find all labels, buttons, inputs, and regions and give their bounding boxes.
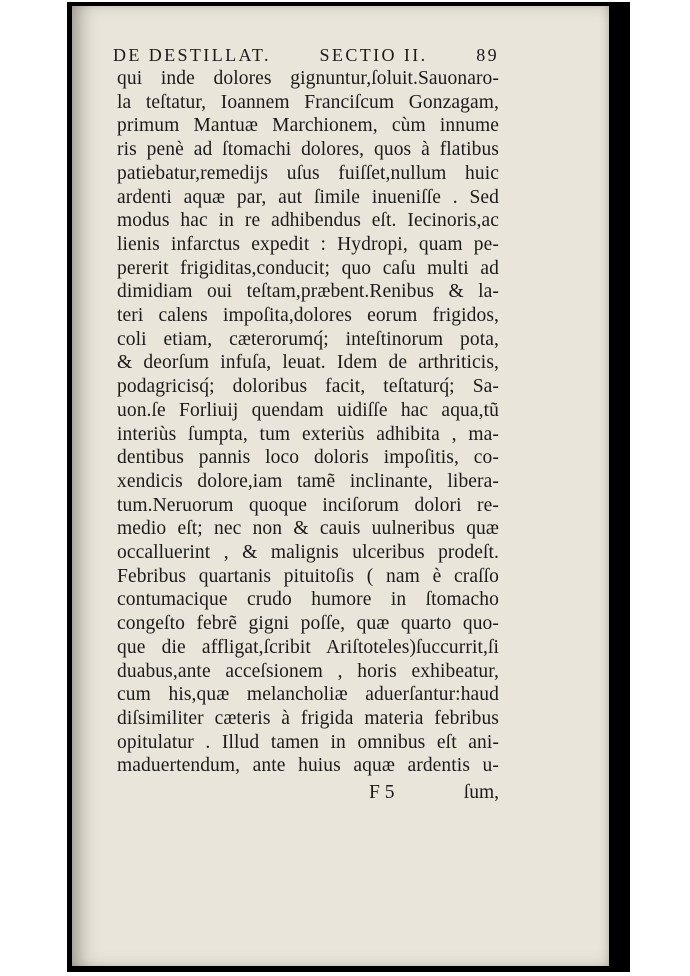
text-line: coli etiam, cæterorumq́; inteſtinorum pota, (117, 328, 499, 350)
text-line: occalluerint , & malignis ulceribus prodeſt. (117, 542, 499, 563)
text-line: Febribus quartanis pituitoſis ( nam è craſſo (117, 565, 499, 587)
text-line: xendicis dolore,iam tamẽ inclinante, libera- (117, 470, 499, 492)
catchword: ſum, (463, 782, 499, 803)
text-line: podagricisq́; doloribus facit, teſtaturq́; Sa- (117, 376, 499, 398)
text-line: opitulatur . Illud tamen in omnibus eſt ani- (117, 731, 499, 753)
text-line: dentibus pannis loco doloris impoſitis, co- (117, 447, 499, 469)
text-line: tum.Neruorum quoque inciſorum dolori re- (117, 494, 499, 516)
text-line: diſsimiliter cæteris à frigida materia febribus (117, 707, 499, 729)
text-line: ardenti aquæ par, aut ſimile inueniſſe . Sed (117, 186, 499, 208)
page-number: 89 (476, 45, 499, 65)
running-header (113, 45, 499, 66)
text-line: lienis infarctus expedit : Hydropi, quam pe- (117, 233, 499, 255)
header-center: SECTIO II. (319, 45, 428, 65)
text-line: congeſto febrẽ gigni poſſe, quæ quarto quo- (117, 613, 499, 635)
text-line: medio eſt; nec non & cauis uulneribus quæ (117, 518, 499, 540)
text-line: teri calens impoſita,dolores eorum frigidos, (117, 305, 499, 326)
text-line: uon.ſe Forliuij quendam uidiſſe hac aqua,tũ (117, 399, 499, 421)
signature-mark: F 5 (369, 782, 395, 803)
text-line: la teſtatur, Ioannem Franciſcum Gonzagam, (117, 91, 499, 113)
page-footer (117, 782, 499, 806)
text-line: dimidiam oui teſtam,præbent.Renibus & la- (117, 281, 499, 303)
text-line: que die affligat,ſcribit Ariſtoteles)ſuccurrit,ſi (117, 636, 499, 658)
text-line: primum Mantuæ Marchionem, cùm innume (117, 115, 499, 137)
text-line: qui inde dolores gignuntur,ſoluit.Sauonaro- (117, 68, 499, 89)
text-line: & deorſum infuſa, leuat. Idem de arthriticis, (117, 352, 499, 374)
text-line: modus hac in re adhibendus eſt. Iecinoris,ac (117, 210, 499, 232)
text-line: pererit frigiditas,conducit; quo caſu multi ad (117, 257, 499, 279)
text-line: contumacique crudo humore in ſtomacho (117, 589, 499, 611)
text-line: maduertendum, ante huius aquæ ardentis u- (117, 755, 499, 777)
text-line: interiùs ſumpta, tum exteriùs adhibita , ma- (117, 423, 499, 445)
text-line: ris penè ad ſtomachi dolores, quos à flatibus (117, 139, 499, 161)
text-line: duabus,ante acceſsionem , horis exhibeatur, (117, 660, 499, 682)
header-left: DE DESTILLAT. (113, 45, 271, 65)
text-line: cum his,quæ melancholiæ aduerſantur:haud (117, 684, 499, 706)
text-line: patiebatur,remedijs uſus fuiſſet,nullum huic (117, 162, 499, 184)
